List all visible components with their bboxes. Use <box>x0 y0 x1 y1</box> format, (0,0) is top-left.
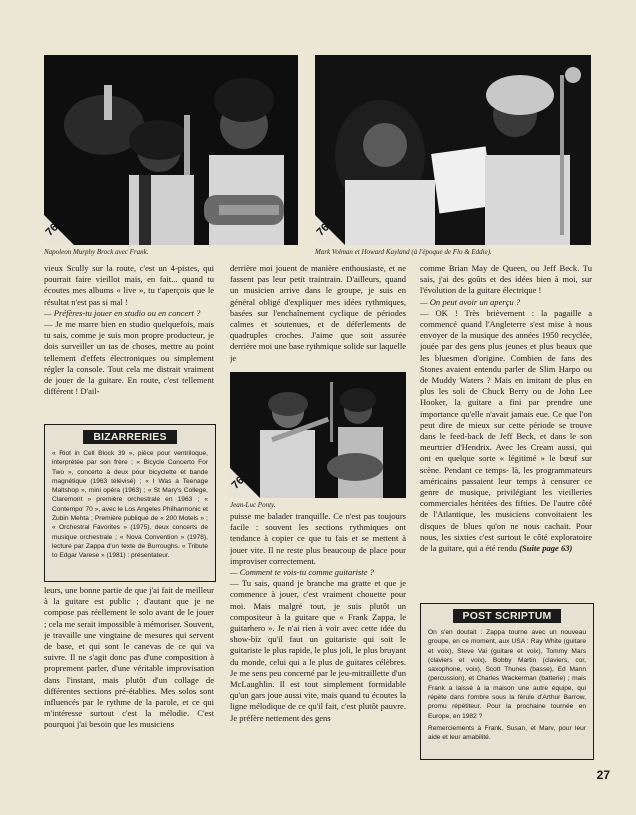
post-scriptum-title: POST SCRIPTUM <box>453 609 562 623</box>
concert-photo-image <box>315 55 591 245</box>
continued-on-page: (Suite page 63) <box>519 543 573 554</box>
interview-question: — On peut avoir un aperçu ? <box>420 296 521 307</box>
paragraph: derrière moi jouent de manière enthousiaste, et ne fassent pas leur petit traintrain. D'ailleurs, quand un musicien arrive dans le groupe, je suis en général obligé d'expliquer mes idées rythmiques, basées sur l'enchaînement cyclique de périodes calmes et soutenues, et de déferlements de quadruples croches. J'aime que soit assurée derrière moi une base rythmique solide sur laquelle je <box>230 263 406 363</box>
paragraph: — Je me marre bien en studio quelquefois, mais tu sais, comme je suis mon propre producteur, je dois surveiller un tas de choses, mettre au point tellement d'effets électroniques ou simplement régler la console. Tout cela me distrait vraiment de jouer de la guitare. En route, c'est tellement différent ! D'ail- <box>44 319 214 397</box>
article-column-2-top <box>230 263 406 371</box>
article-column-1-top <box>44 263 214 422</box>
bizarreries-title: BIZARRERIES <box>83 430 176 444</box>
issue-badge-number: 76 <box>315 221 332 239</box>
paragraph: leurs, une bonne partie de que j'ai fait de meilleur à la guitare est public ; d'autant que je ne compose pas réellement le solo avant de le jouer ; cela me serait impossible à mémoriser. Souvent, je travaille une vingtaine de mesures qui servent de base, et qui sont le canevas de ce qui va suivre. Il ne s'agit donc pas d'une composition à proprement parler, d'une véritable improvisation dans l'instant, mais plutôt d'un collage de différentes sections pré-établies. Mes solos sont influencés par le rythme de la parole, et ce qui m'intéresse surtout c'est la mélodie. C'est pourquoi j'ai besoin que les musiciens <box>44 585 214 730</box>
article-column-3 <box>420 263 592 601</box>
issue-badge <box>230 466 262 498</box>
concert-photo-image <box>44 55 298 245</box>
photo-jean-luc-ponty <box>230 372 406 498</box>
paragraph: — Tu sais, quand je branche ma gratte et que je commence à jouer, c'est vraiment chouette pour moi. Mais malgré tout, je suis plutôt un compositeur à la guitare que « Frank Zappa, le guitarhero ». Je n'ai rien à voir avec cette idée du show-biz qu'il faut un guitariste qui soit le guitariste le plus rapide, le plus joli, le plus bruyant du monde, celui qui a le plus de guitares célèbres. Je me sens peu concerné par le jeu-mitraillette d'un McLaughlin. Il est tout simplement formidable qu'un gars joue aussi vite, mais quand tu écoutes la ligne mélodique de ce qu'il fait, c'est plutôt pauvre. Je préfère nettement des gens <box>230 578 406 723</box>
issue-badge-number: 76 <box>44 221 61 239</box>
photo-caption-volman: Mark Volman et Howard Kayland (à l'époque de Flo & Eddie). <box>315 248 492 256</box>
paragraph: vieux Scully sur la route, c'est un 4-pistes, qui pourrait faire vieillot mais, en fait... quand tu écoutes mes albums « live », tu t'aperçois que le résultat n'est pas si mal ! <box>44 263 214 307</box>
interview-question: — Comment te vois-tu comme guitariste ? <box>230 567 374 578</box>
post-scriptum-box <box>420 603 594 760</box>
paragraph: comme Brian May de Queen, ou Jeff Beck. Tu sais, j'ai des goûts et des idées bien à moi, sur l'évolution de la guitare électrique ! <box>420 263 592 296</box>
post-scriptum-body: On s'en doutait : Zappa tourne avec un nouveau groupe, en ce moment, aux USA : Ray White (guitare et voix), Steve Vai (guitare et voix), Tommy Mars (claviers et voix), Bobby Martin (claviers, cor, saxophone, voix), Scott Thunes (basse), Ed Mann (percussion), et Charles Wackerman (batterie) ; mais Frank a laissé à la maison une autre équipe, qui répète dans l'ombre sous la férule d'Arthur Barrow, promu répétiteur. Pour la prochaine tournée en Europe, en 1982 ? <box>428 629 586 720</box>
bizarreries-box <box>44 424 216 582</box>
photo-volman-kayland <box>315 55 591 245</box>
photo-napoleon-brock-frank <box>44 55 298 245</box>
post-scriptum-thanks: Remerciements à Frank, Susan, et Marv, pour leur aide et leur amabilité. <box>428 724 586 742</box>
bizarreries-body: « Riot in Cell Block 39 », pièce pour ventriloque, interprétée par son frère ; « Bicycle Concerto For Two », concerto à deux pour bicyclette et bande magnétique (1963 télévisé) ; « I Was a Teenage Maltshop », mini opéra (1963) ; « St Mary's College, Claremont » première orchestrale en 1963 ; « Contempo' 70 », avec le Los Angeles Philharmonic et Zubin Mehta ; Première publique de « 200 Motels » ; « Orchestral Favorites » (1975), deux concerts de musique orchestrale ; « Nova Convention » (1978), lecture par Zappa d'un texte de Burroughs. « Tribute to Edgar Varese » (1981) : présentateur. <box>52 450 208 560</box>
paragraph: puisse me balader tranquille. Ce n'est pas toujours facile : souvent les sections rythmiques ont tendance à copier ce que tu fais et se mettent à jouer vite. Il ne reste plus beaucoup de place pour improviser correctement. <box>230 511 406 566</box>
issue-badge-number: 76 <box>230 474 247 492</box>
article-column-1-bottom <box>44 585 214 767</box>
article-column-2-bottom <box>230 511 406 769</box>
photo-caption-napoleon: Napoleon Murphy Brock avec Frank. <box>44 248 149 256</box>
page-number: 27 <box>596 768 610 782</box>
issue-badge <box>315 213 347 245</box>
issue-badge <box>44 213 76 245</box>
paragraph: — OK ! Très brièvement : la pagaille a commencé quand l'Angleterre s'est mise à nous envoyer de la musique des années 1950 recyclée, jouée par des gens plus jeunes et plus beaux que les bluesmen d'origine. Combien de fans des Stones avaient entendu parler de Slim Harpo ou de Muddy Waters ? Mais en imitant de plus en plus les soli de Chuck Berry ou de John Lee Hooker, la guitare a fini par prendre une importance qu'elle n'avait jamais eue. Ce que l'on peut dire de mieux sur cette période se trouve dans le feed-back de Jeff Beck, et dans le son meurtrier d'Hendrix. Avec les Cream aussi, qui ont en quelque sorte « légitimé » le bœuf sur scène. Pendant ce temps- là, les programmateurs américains passaient leur temps à censurer ce genre de musique, privilégiant les vieilleries commerciales héritées des fifties. De l'autre côté de l'Atlantique, les musiciens convoitaient les disques de blues qu'on ne nous cachait. Pour nous, les sixties c'est surtout le côté exploratoire de la guitare, qui a été rendu (Suite page 63) <box>420 307 592 554</box>
photo-caption-ponty: Jean-Luc Ponty. <box>230 501 276 509</box>
interview-question: — Préfères-tu jouer en studio ou en concert ? <box>44 307 201 318</box>
